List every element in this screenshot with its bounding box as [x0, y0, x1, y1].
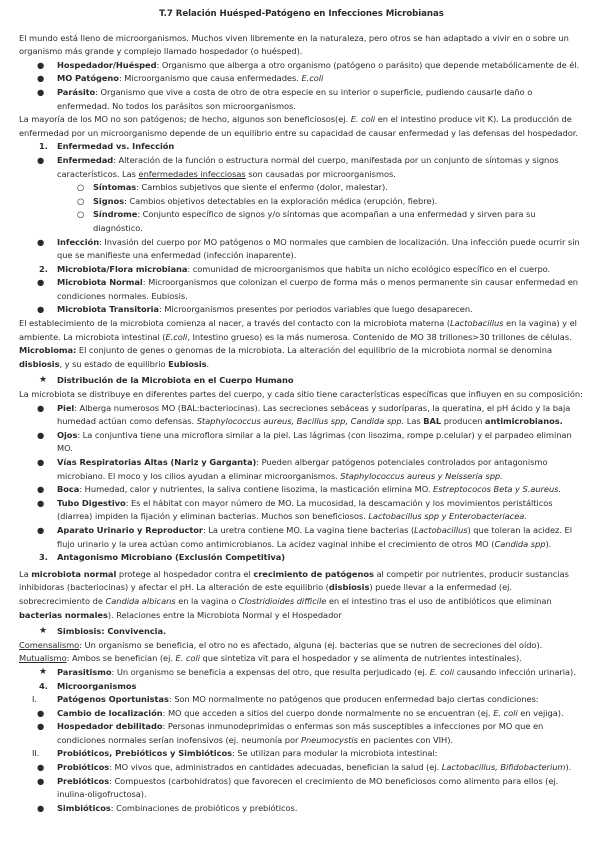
bold-term: MO Patógeno [57, 73, 119, 84]
bold-term: BAL [423, 416, 442, 427]
list-item [19, 429, 584, 456]
text-span: : La conjuntiva tiene una microflora similar a la piel. Las lágrimas (con lisozima, rompe p.celular) y el parpadeo eliminan MO. [57, 429, 572, 454]
bullet-icon: ● [37, 762, 45, 773]
italic-text: Staphylococcus aureus, Bacillus spp, Candida spp. [196, 416, 405, 427]
bold-term: Aparato Urinario y Reproductor [57, 524, 203, 535]
star-icon: ★ [39, 666, 48, 677]
bullet-icon: ● [37, 86, 45, 97]
text-span: en pacientes con VIH). [357, 734, 453, 745]
bold-term: Probióticos, Prebióticos y Simbióticos [57, 748, 233, 759]
list-item [19, 497, 584, 524]
text-span: que sintetiza vit para el hospedador y se alimenta de nutrientes intestinales). [199, 653, 522, 664]
bullet-icon: ● [37, 429, 45, 440]
list-item [19, 802, 584, 816]
bullet-icon: ● [37, 497, 45, 508]
sub-list-item [19, 181, 584, 195]
bold-term: Signos [93, 195, 125, 206]
italic-text: Clostridioides difficile [238, 595, 327, 606]
bold-term: Tubo Digestivo [57, 497, 126, 508]
text-span: ) puede llevar a la enfermedad (ej. sobrecrecimiento de [19, 582, 513, 606]
text-span: producen [441, 416, 485, 427]
section-heading [19, 140, 584, 154]
text-span: 4. [39, 680, 48, 691]
bold-term: Síndrome [93, 209, 138, 220]
text-span: : Personas inmunodeprimidas o enfermas son más susceptibles a infecciones por MO que en condiciones normales serían inofensivos (ej. neumonía por [57, 721, 544, 745]
roman-heading [19, 693, 584, 707]
bold-term: Probióticos [57, 762, 110, 773]
bullet-icon: ● [37, 154, 45, 165]
list-item [19, 402, 584, 429]
text-span: , y su estado de equilibrio [59, 358, 169, 369]
text-span: : [118, 73, 125, 84]
text-span: enfermedades infecciosas [138, 168, 246, 179]
bold-term: Eubiosis [168, 358, 207, 369]
italic-text: Lactobacillus [450, 318, 504, 329]
bold-term: Microbioma: [19, 345, 77, 356]
list-item [19, 524, 584, 551]
bullet-icon: ● [37, 775, 45, 786]
paragraph [19, 568, 584, 622]
bullet-icon: ● [37, 721, 45, 732]
text-span: Organismo que vive a costa de otro de otra especie en su interior o superficie, pudiendo causarle daño o enfermedad. No todos los parásitos son microorganismos. [57, 86, 533, 111]
text-span: Comensalismo [19, 639, 80, 650]
text-span: : Cambios objetivos detectables en la exploración médica (erupción, fiebre). [124, 195, 438, 206]
bold-term: disbiosis [328, 582, 370, 593]
text-span: : Alteración de la función o estructura normal del cuerpo, manifestada por un conjunto de síntomas y signos característicos. Las [57, 154, 559, 179]
paragraph [19, 113, 584, 140]
list-item [19, 236, 584, 263]
text-span: : Se utilizan para modular la microbiota intestinal: [232, 748, 438, 759]
bullet-icon: ● [37, 484, 45, 495]
text-span: : Cambios subjetivos que siente el enfermo (dolor, malestar). [136, 182, 388, 193]
bold-term: Parasitismo [57, 666, 112, 677]
text-span: : Son MO normalmente no patógenos que producen enfermedad bajo ciertas condiciones: [168, 694, 539, 705]
italic-text: E. coli [350, 114, 376, 125]
bullet-icon: ● [37, 73, 45, 84]
text-span: : Microorganismos que colonizan el cuerpo de forma más o menos permanente sin causar enfermedad en condiciones normales. Eubiosis. [57, 277, 578, 301]
bold-term: Hospedador/Huésped [57, 59, 157, 70]
list-item [19, 456, 584, 483]
italic-text: Lactobacillus [414, 524, 468, 535]
bullet-icon: ● [37, 59, 45, 70]
list-item [19, 72, 584, 86]
circle-bullet-icon: ○ [77, 195, 85, 206]
bold-term: Enfermedad [57, 154, 114, 165]
italic-text: Candida albicans [105, 595, 176, 606]
text-span: causando infección urinaria). [454, 666, 576, 677]
list-item [19, 666, 584, 680]
text-span: : Pueden albergar patógenos potenciales controlados por antagonismo microbiano. El moco y los cilios ayudan a eliminar microorganismos. [57, 457, 548, 481]
circle-bullet-icon: ○ [77, 182, 85, 193]
bold-term: Antagonismo Microbiano (Exclusión Competitiva) [57, 552, 286, 563]
text-span: ). [545, 538, 552, 549]
bold-term: Microorganismos [57, 680, 137, 691]
star-icon: ★ [39, 375, 48, 386]
text-span: : [95, 86, 101, 97]
bold-term: Cambio de localización [57, 707, 163, 718]
italic-text: E.coli [165, 331, 188, 342]
list-item [19, 720, 584, 747]
circle-bullet-icon: ○ [77, 209, 85, 220]
italic-text: E.coli [301, 73, 324, 84]
italic-text: Pneumocystis [300, 734, 358, 745]
text-span: : Un organismo se beneficia, el otro no es afectado, alguna (ej. bacterias que se nutren de secreciones del oído). [79, 639, 543, 650]
text-span: , Intestino grueso) es la más numerosa. Contenido de MO 38 trillones>30 trillones de células. [187, 331, 572, 342]
text-span: La [19, 568, 32, 579]
italic-text: Lactobacillus, Bifidobacterium [441, 762, 566, 773]
bold-term: Microbiota Normal [57, 277, 143, 288]
bullet-icon: ● [37, 236, 45, 247]
italic-text: Estreptococos Beta y S.aureus. [433, 484, 562, 495]
text-span: protege al hospedador contra el [116, 568, 254, 579]
text-span: : MO vivos que, administrados en cantidades adecuadas, benefician la salud (ej. [109, 762, 442, 773]
bold-term: bacterias normales [19, 609, 108, 620]
list-item [19, 154, 584, 181]
bold-term: disbiosis [19, 358, 60, 369]
bold-term: Parásito [57, 86, 96, 97]
paragraph [19, 639, 584, 653]
text-span: 3. [39, 552, 48, 563]
sub-list-item [19, 195, 584, 209]
bold-term: crecimiento de patógenos [253, 568, 374, 579]
text-span: La mayoría de los MO no son patógenos; de hecho, algunos son beneficiosos(ej. [19, 114, 351, 125]
text-span: : Un organismo se beneficia a expensas del otro, que resulta perjudicado (ej. [111, 666, 430, 677]
text-span: . [206, 358, 210, 369]
paragraph: La microbiota se distribuye en diferentes partes del cuerpo, y cada sitio tiene características específicas que influyen en su composición: [19, 389, 583, 400]
text-span: El establecimiento de la microbiota comienza al nacer, a través del contacto con la microbiota materna ( [19, 318, 451, 329]
star-heading [19, 625, 584, 639]
text-span: : Alberga numerosos MO (BAL:bacteriocinas). Las secreciones sebáceas y sudoríparas, la queratina, el pH ácido y la baja humedad actúan como defensas. [57, 402, 571, 427]
bold-term: antimicrobianos. [484, 416, 563, 427]
bold-term: Simbiosis: Convivencia. [57, 626, 167, 637]
text-span: II. [32, 748, 40, 759]
italic-text: E. coli [429, 666, 455, 677]
bold-term: Ojos [57, 429, 78, 440]
text-span: 2. [39, 263, 48, 274]
bullet-icon: ● [37, 802, 45, 813]
list-item [19, 761, 584, 775]
list-item [19, 59, 584, 73]
paragraph [19, 317, 584, 371]
bold-term: Microbiota/Flora microbiana [57, 263, 188, 274]
paragraph [19, 652, 584, 666]
text-span: son causadas por microorganismos. [245, 168, 396, 179]
text-span: Mutualismo [19, 653, 67, 664]
bullet-icon: ● [37, 707, 45, 718]
text-span: : Humedad, calor y nutrientes, la saliva contiene lisozima, la masticación elimina MO. [79, 484, 434, 495]
bullet-icon: ● [37, 402, 45, 413]
bold-term: Boca [57, 484, 80, 495]
text-span: : La uretra contiene MO. La vagina tiene bacterias ( [202, 524, 415, 535]
text-span: : comunidad de microorganismos que habita un nicho ecológico específico en el cuerpo. [187, 263, 551, 274]
text-span: ) que toleran la acidez. El flujo urinario y la urea actúan como antimicrobianos. La acidez vaginal inhibe el crecimiento de otros MO ( [57, 524, 572, 549]
bullet-icon: ● [37, 524, 45, 535]
list-item [19, 86, 584, 113]
bold-term: Distribución de la Microbiota en el Cuerpo Humano [57, 375, 294, 386]
italic-text: E. coli [493, 707, 518, 718]
text-span: : [156, 59, 162, 70]
section-heading [19, 263, 584, 277]
list-item [19, 483, 584, 497]
bold-term: microbiota normal [31, 568, 117, 579]
bold-term: Hospedador debilitado [57, 721, 163, 732]
text-span: : Invasión del cuerpo por MO patógenos o MO normales que cambien de localización. Una infección puede ocurrir sin que se manifieste una enfermedad (infección inaparente). [57, 236, 580, 261]
bullet-icon: ● [37, 457, 45, 467]
star-icon: ★ [39, 626, 48, 637]
text-span: en el intestino produce vit K). La producción de enfermedad por un microorganismo depende de un equilibrio entre su capacidad de causar enfermedad y las defensas del hospedador. [19, 114, 578, 138]
text-span: en vejiga). [517, 707, 564, 718]
bold-term: Piel [57, 402, 75, 413]
bold-term: Infección [57, 236, 100, 247]
star-heading [19, 374, 584, 388]
text-span: : Compuestos (carbohidratos) que favorecen el crecimiento de MO beneficiosos como alimento para ellos (ej. inulina-oligofructosa). [57, 775, 559, 800]
section-heading [19, 680, 584, 694]
italic-text: Candida spp [494, 538, 546, 549]
list-item [19, 707, 584, 721]
text-span: I. [32, 694, 37, 705]
bold-term: Síntomas [93, 182, 137, 193]
text-span: : Conjunto específico de signos y/o síntomas que acompañan a una enfermedad y sirven para su diagnóstico. [93, 209, 536, 233]
roman-heading [19, 747, 584, 761]
text-span: 1. [39, 141, 48, 152]
text-span: en la vagina) y el ambiente. La microbiota intestinal ( [19, 318, 577, 342]
text-span: : MO que acceden a sitios del cuerpo donde normalmente no se encuentran (ej. [162, 707, 494, 718]
text-span: : Es el hábitat con mayor número de MO. La mucosidad, la descamación y los movimientos peristálticos (diarrea) impiden la fijación y eliminan bacterias. Muchos son beneficiosos. [57, 497, 553, 522]
bullet-icon: ● [37, 277, 45, 288]
list-item [19, 775, 584, 802]
text-span: en el intestino tras el uso de antibióticos que eliminan [326, 595, 552, 606]
text-span: ). [565, 762, 572, 773]
text-span: ). Relaciones entre la Microbiota Normal y el Hospedador [107, 609, 342, 620]
bold-term: Enfermedad vs. Infección [57, 141, 175, 152]
text-span: Microorganismo que causa enfermedades. [124, 73, 302, 84]
text-span: El conjunto de genes o genomas de la microbiota. La alteración del equilibrio de la microbiota normal se denomina [76, 345, 553, 356]
text-span: en la vagina o [175, 595, 239, 606]
italic-text: E. coli [175, 653, 200, 664]
bold-term: Simbióticos [57, 802, 111, 813]
italic-text: Lactobacillus spp y Enterobacteriacea. [368, 511, 527, 522]
bold-term: Vías Respiratorias Altas (Nariz y Garganta) [57, 457, 257, 467]
bold-term: Patógenos Oportunistas [57, 694, 169, 705]
text-span: : Microorganismos presentes por periodos variables que luego desaparecen. [158, 304, 473, 315]
sub-list-item [19, 208, 584, 235]
bold-term: Prebióticos [57, 775, 110, 786]
list-item [19, 276, 584, 303]
list-item [19, 303, 584, 317]
text-span: : Ambos se benefician (ej. [66, 653, 176, 664]
text-span: Organismo que alberga a otro organismo (patógeno o parásito) que depende metabólicamente de él. [161, 59, 580, 70]
section-heading [19, 551, 584, 565]
text-span: Las [404, 416, 424, 427]
bold-term: Microbiota Transitoria [57, 304, 159, 315]
intro-paragraph: El mundo está lleno de microorganismos. Muchos viven libremente en la naturaleza, pero otros se han adaptado a vivir en o sobre un organismo más grande y complejo llamado hospedador (o huésped). [19, 32, 569, 57]
italic-text: Staphylococcus aureus y Neisseria spp. [340, 470, 503, 481]
text-span: al competir por nutrientes, producir sustancias inhibidoras (bacteriocinas) y afectar el pH. La alteración de este equilibrio ( [19, 568, 569, 593]
page-title: T.7 Relación Huésped-Patógeno en Infecciones Microbianas [159, 9, 444, 19]
bullet-icon: ● [37, 304, 45, 315]
text-span: : Combinaciones de probióticos y prebióticos. [110, 802, 298, 813]
